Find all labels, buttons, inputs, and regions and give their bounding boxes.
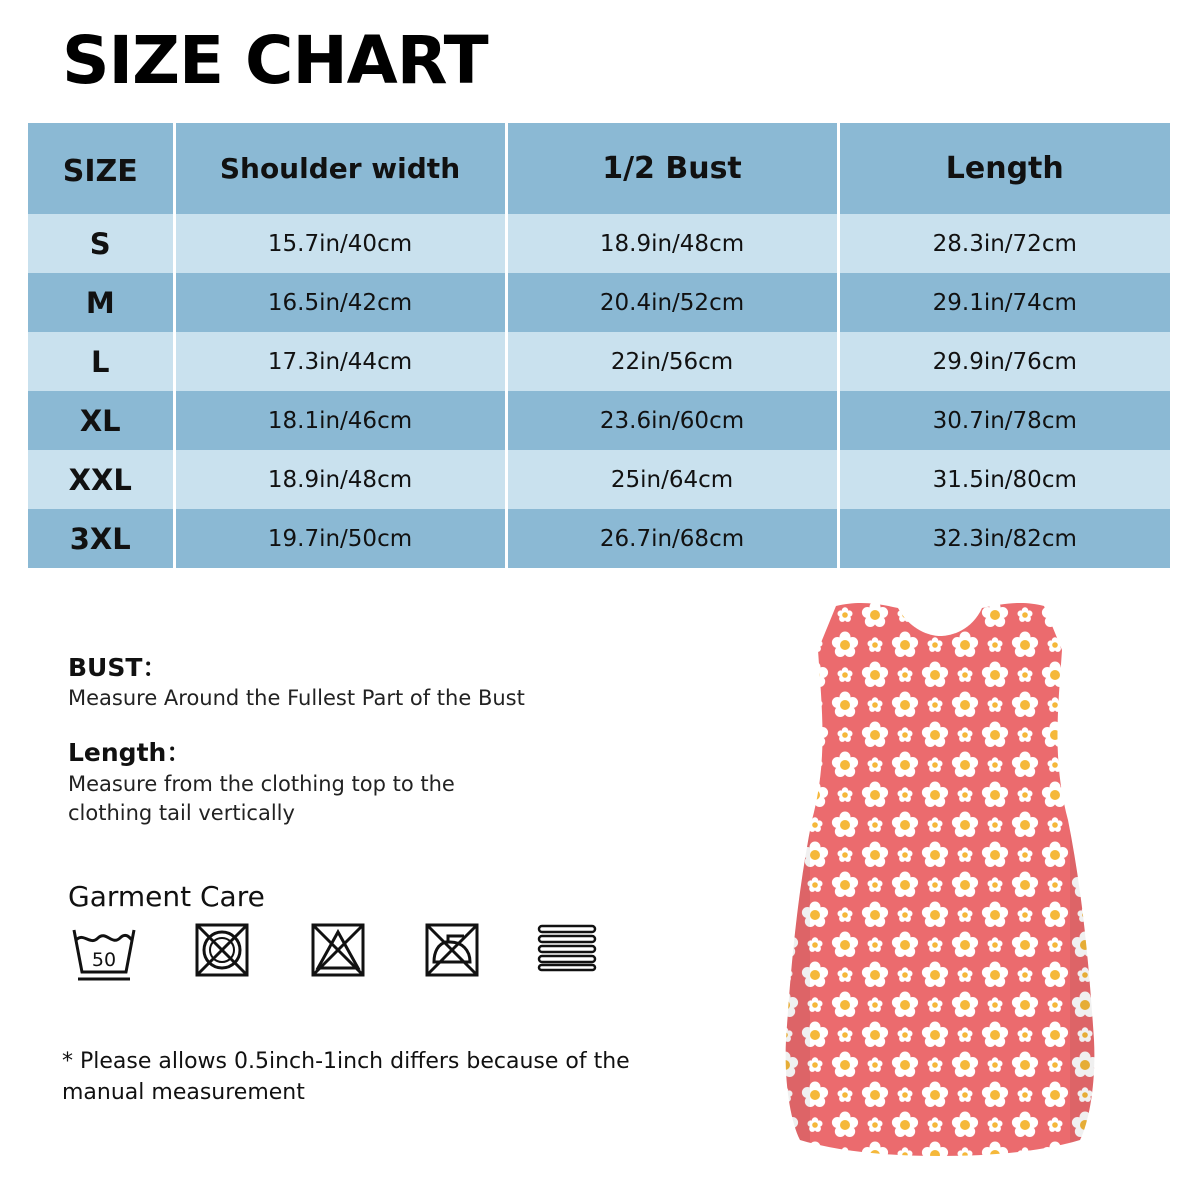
- size-cell: 3XL: [28, 509, 174, 568]
- bust-description: Measure Around the Fullest Part of the Bust: [68, 686, 525, 710]
- table-row: [28, 509, 1170, 568]
- length-cell: 29.1in/74cm: [838, 273, 1170, 332]
- wash-temperature: 50: [91, 949, 117, 971]
- garment-care-heading: Garment Care: [68, 880, 265, 913]
- size-cell: S: [28, 214, 174, 273]
- bust-cell: 22in/56cm: [506, 332, 838, 391]
- table-row: [28, 273, 1170, 332]
- table-row: [28, 332, 1170, 391]
- do-not-iron-icon: [424, 922, 480, 978]
- do-not-tumble-dry-icon: [194, 922, 250, 978]
- size-cell: L: [28, 332, 174, 391]
- size-cell: XL: [28, 391, 174, 450]
- length-cell: 29.9in/76cm: [838, 332, 1170, 391]
- measurement-footnote: * Please allows 0.5inch-1inch differs because of the manual measurement: [62, 1049, 630, 1105]
- table-row: [28, 214, 1170, 273]
- tank-top-product-image: [740, 600, 1140, 1160]
- wash-50-icon: [70, 922, 138, 984]
- length-cell: 30.7in/78cm: [838, 391, 1170, 450]
- length-description: Measure from the clothing top to the clothing tail vertically: [68, 772, 455, 825]
- bust-cell: 25in/64cm: [506, 450, 838, 509]
- shoulder-cell: 19.7in/50cm: [174, 509, 506, 568]
- dry-flat-icon: [536, 922, 598, 972]
- table-row: [28, 450, 1170, 509]
- header-half-bust: 1/2 Bust: [506, 123, 838, 214]
- size-cell: M: [28, 273, 174, 332]
- length-heading: Length：: [68, 738, 192, 767]
- shoulder-cell: 15.7in/40cm: [174, 214, 506, 273]
- header-size: SIZE: [28, 123, 174, 214]
- table-header-row: [28, 123, 1170, 214]
- shoulder-cell: 18.9in/48cm: [174, 450, 506, 509]
- bust-cell: 18.9in/48cm: [506, 214, 838, 273]
- shoulder-cell: 16.5in/42cm: [174, 273, 506, 332]
- page-title: SIZE CHART: [62, 22, 488, 99]
- do-not-bleach-icon: [310, 922, 366, 978]
- header-length: Length: [838, 123, 1170, 214]
- length-cell: 28.3in/72cm: [838, 214, 1170, 273]
- size-cell: XXL: [28, 450, 174, 509]
- header-shoulder-width: Shoulder width: [174, 123, 506, 214]
- table-row: [28, 391, 1170, 450]
- bust-cell: 26.7in/68cm: [506, 509, 838, 568]
- length-cell: 31.5in/80cm: [838, 450, 1170, 509]
- bust-cell: 20.4in/52cm: [506, 273, 838, 332]
- shoulder-cell: 18.1in/46cm: [174, 391, 506, 450]
- shoulder-cell: 17.3in/44cm: [174, 332, 506, 391]
- length-cell: 32.3in/82cm: [838, 509, 1170, 568]
- bust-heading: BUST：: [68, 653, 168, 682]
- bust-cell: 23.6in/60cm: [506, 391, 838, 450]
- size-table: [28, 123, 1170, 568]
